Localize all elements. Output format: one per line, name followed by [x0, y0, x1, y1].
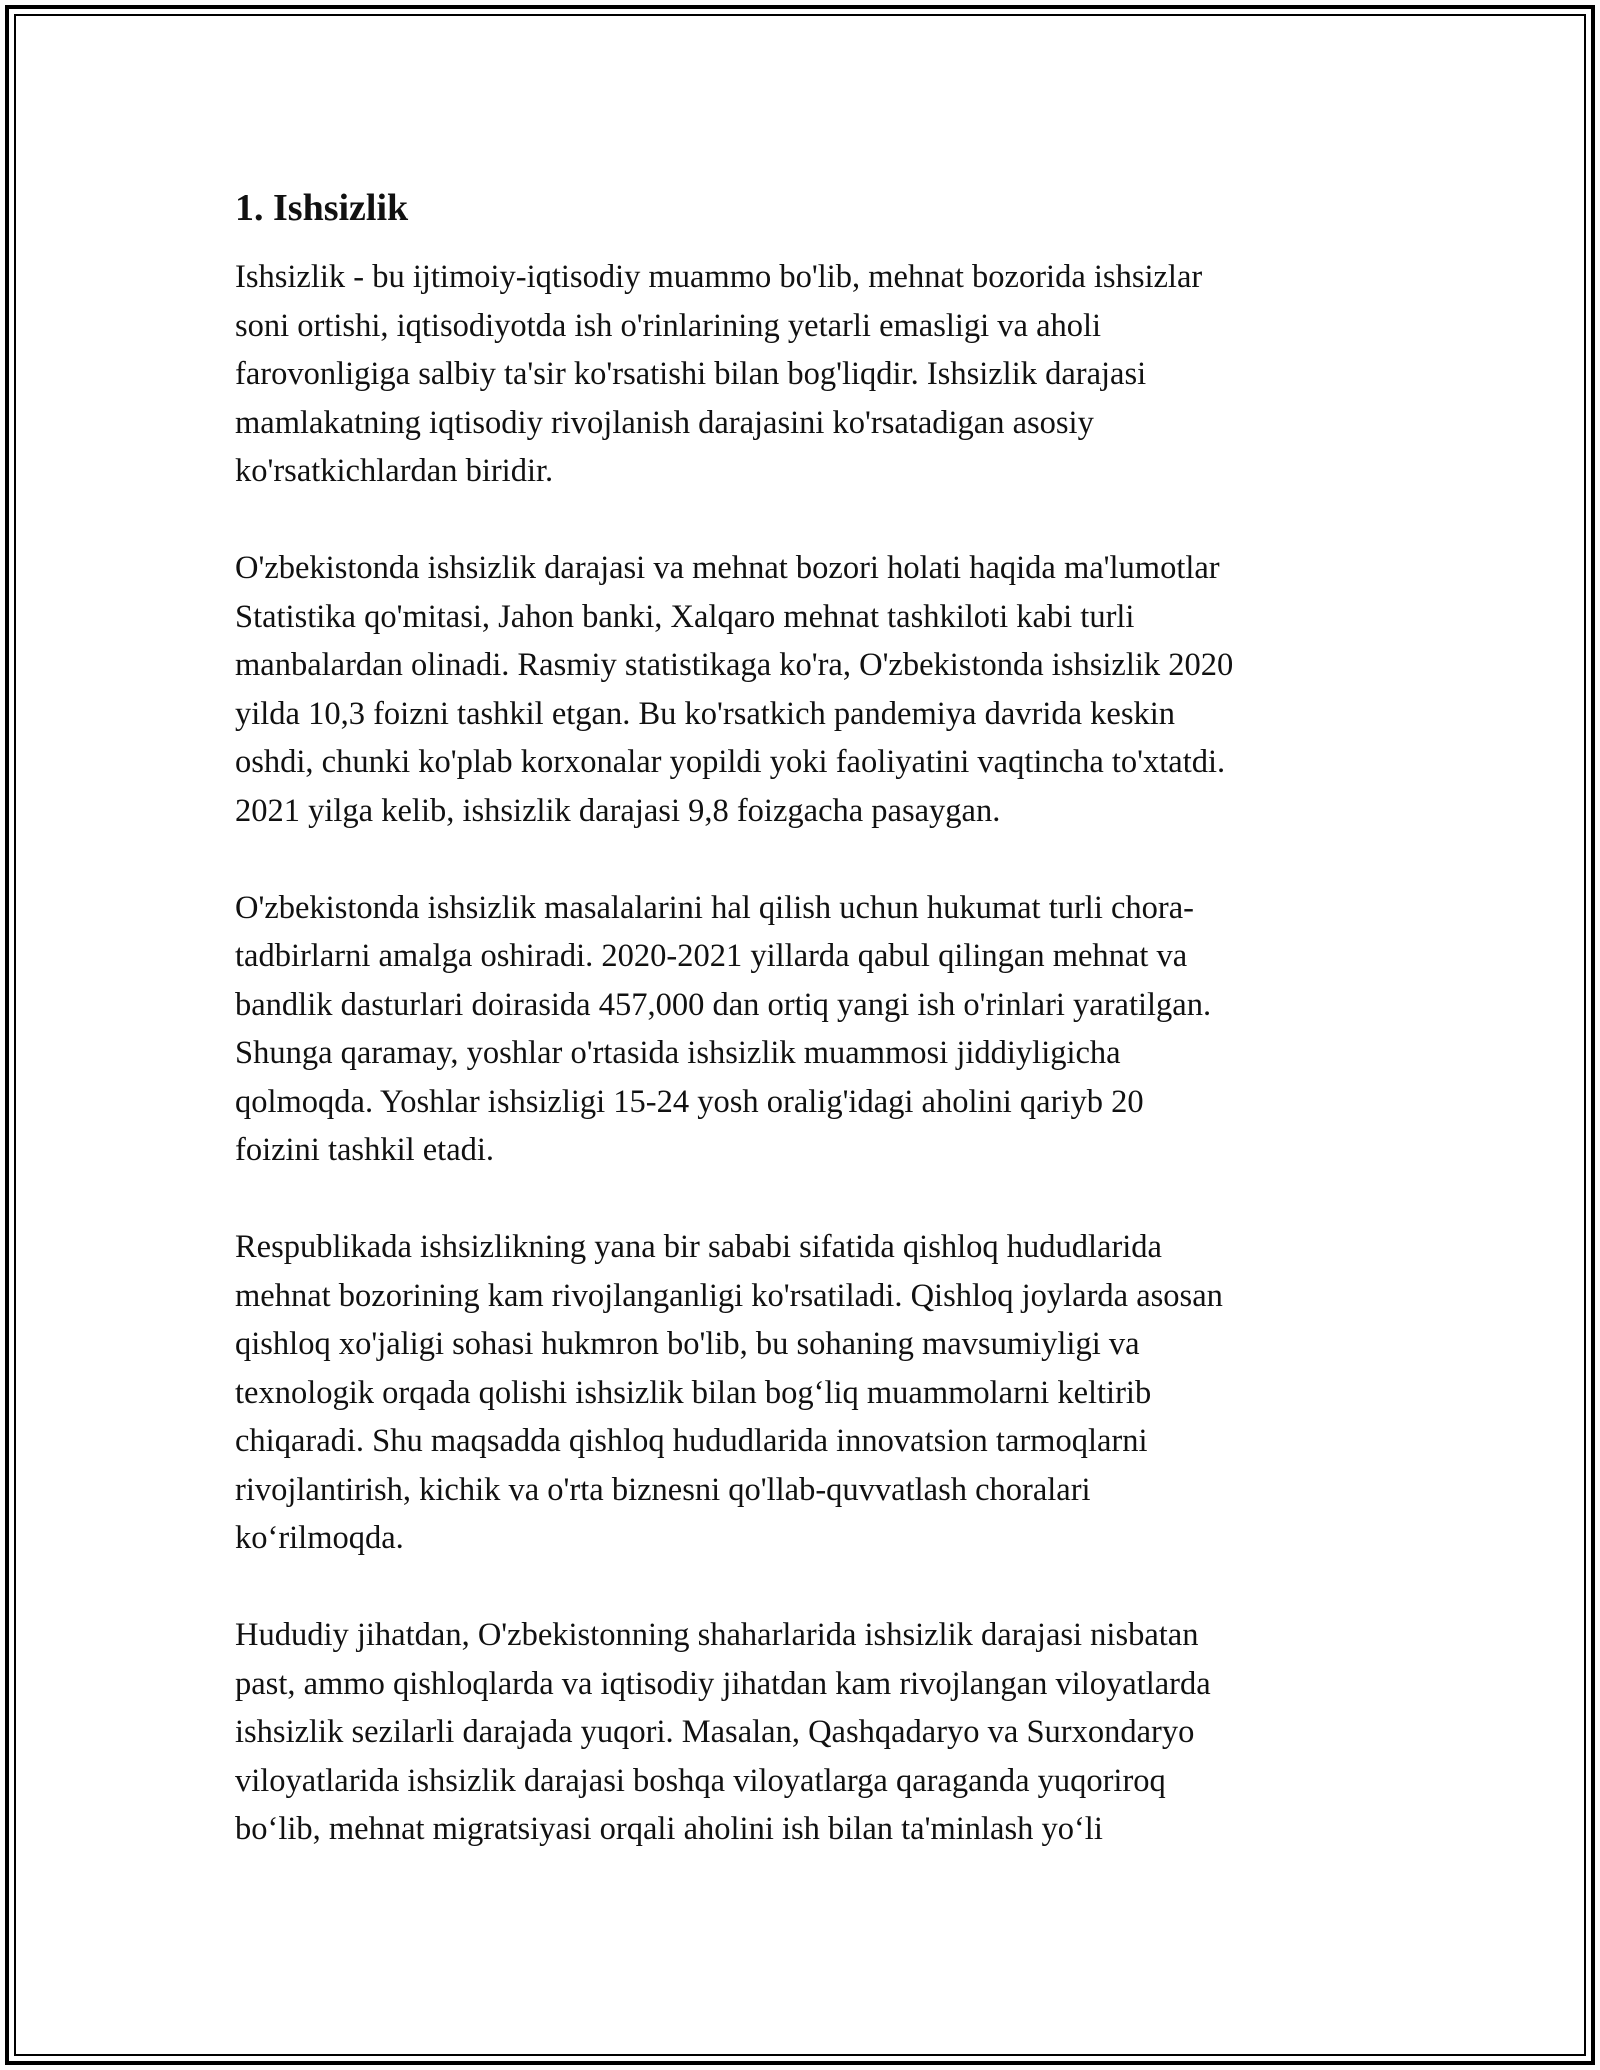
text-line: soni ortishi, iqtisodiyotda ish o'rinlarining yetarli emasligi va aholi: [235, 307, 1102, 344]
text-line: qolmoqda. Yoshlar ishsizligi 15-24 yosh oralig'idagi aholini qariyb 20: [235, 1083, 1144, 1120]
text-line: chiqaradi. Shu maqsadda qishloq hududlarida innovatsion tarmoqlarni: [235, 1423, 1148, 1459]
text-line: manbalardan olinadi. Rasmiy statistikaga ko'ra, O'zbekistonda ishsizlik 2020: [235, 647, 1234, 683]
paragraph-4: [235, 1223, 1385, 1563]
text-line: yilda 10,3 foizni tashkil etgan. Bu ko'rsatkich pandemiya davrida keskin: [235, 695, 1176, 732]
text-line: qishloq xo'jaligi sohasi hukmron bo'lib, bu sohaning mavsumiyligi va: [235, 1326, 1140, 1362]
text-line: foizini tashkil etadi.: [235, 1132, 495, 1168]
paragraph-3: [235, 884, 1385, 1175]
text-line: 2021 yilga kelib, ishsizlik darajasi 9,8 foizgacha pasaygan.: [235, 792, 1001, 829]
text-line: Shunga qaramay, yoshlar o'rtasida ishsizlik muammosi jiddiyligicha: [235, 1035, 1121, 1071]
section-heading: 1. Ishsizlik: [235, 187, 409, 229]
paragraph-2: [235, 544, 1385, 835]
text-line: Hududiy jihatdan, O'zbekistonning shaharlarida ishsizlik darajasi nisbatan: [235, 1617, 1199, 1653]
text-line: mehnat bozorining kam rivojlanganligi ko'rsatiladi. Qishloq joylarda asosan: [235, 1277, 1223, 1314]
text-line: O'zbekistonda ishsizlik masalalarini hal qilish uchun hukumat turli chora-: [235, 889, 1194, 926]
text-line: oshdi, chunki ko'plab korxonalar yopildi yoki faoliyatini vaqtincha to'xtatdi.: [235, 744, 1226, 780]
text-line: farovonligiga salbiy ta'sir ko'rsatishi bilan bog'liqdir. Ishsizlik darajasi: [235, 356, 1147, 392]
text-line: Respublikada ishsizlikning yana bir sababi sifatida qishloq hududlarida: [235, 1229, 1162, 1265]
document-body: [235, 185, 1385, 1902]
text-line: past, ammo qishloqlarda va iqtisodiy jihatdan kam rivojlangan viloyatlarda: [235, 1665, 1211, 1702]
text-line: ishsizlik sezilarli darajada yuqori. Masalan, Qashqadaryo va Surxondaryo: [235, 1714, 1195, 1750]
text-line: ko'rsatkichlardan biridir.: [235, 453, 554, 489]
text-line: mamlakatning iqtisodiy rivojlanish darajasini ko'rsatadigan asosiy: [235, 404, 1094, 441]
text-line: viloyatlarida ishsizlik darajasi boshqa viloyatlarga qaraganda yuqoriroq: [235, 1762, 1166, 1799]
paragraph-1: [235, 253, 1385, 496]
text-line: bo‘lib, mehnat migratsiyasi orqali aholini ish bilan ta'minlash yo‘li: [235, 1811, 1103, 1847]
text-line: Ishsizlik - bu ijtimoiy-iqtisodiy muammo bo'lib, mehnat bozorida ishsizlar: [235, 259, 1203, 295]
text-line: texnologik orqada qolishi ishsizlik bilan bog‘liq muammolarni keltirib: [235, 1374, 1152, 1411]
text-line: Statistika qo'mitasi, Jahon banki, Xalqaro mehnat tashkiloti kabi turli: [235, 598, 1135, 635]
text-line: O'zbekistonda ishsizlik darajasi va mehnat bozori holati haqida ma'lumotlar: [235, 550, 1220, 586]
text-line: bandlik dasturlari doirasida 457,000 dan ortiq yangi ish o'rinlari yaratilgan.: [235, 986, 1212, 1023]
text-line: rivojlantirish, kichik va o'rta biznesni qo'llab-quvvatlash choralari: [235, 1471, 1091, 1508]
text-line: tadbirlarni amalga oshiradi. 2020-2021 yillarda qabul qilingan mehnat va: [235, 938, 1188, 974]
text-line: ko‘rilmoqda.: [235, 1520, 404, 1556]
paragraph-5: [235, 1611, 1385, 1854]
